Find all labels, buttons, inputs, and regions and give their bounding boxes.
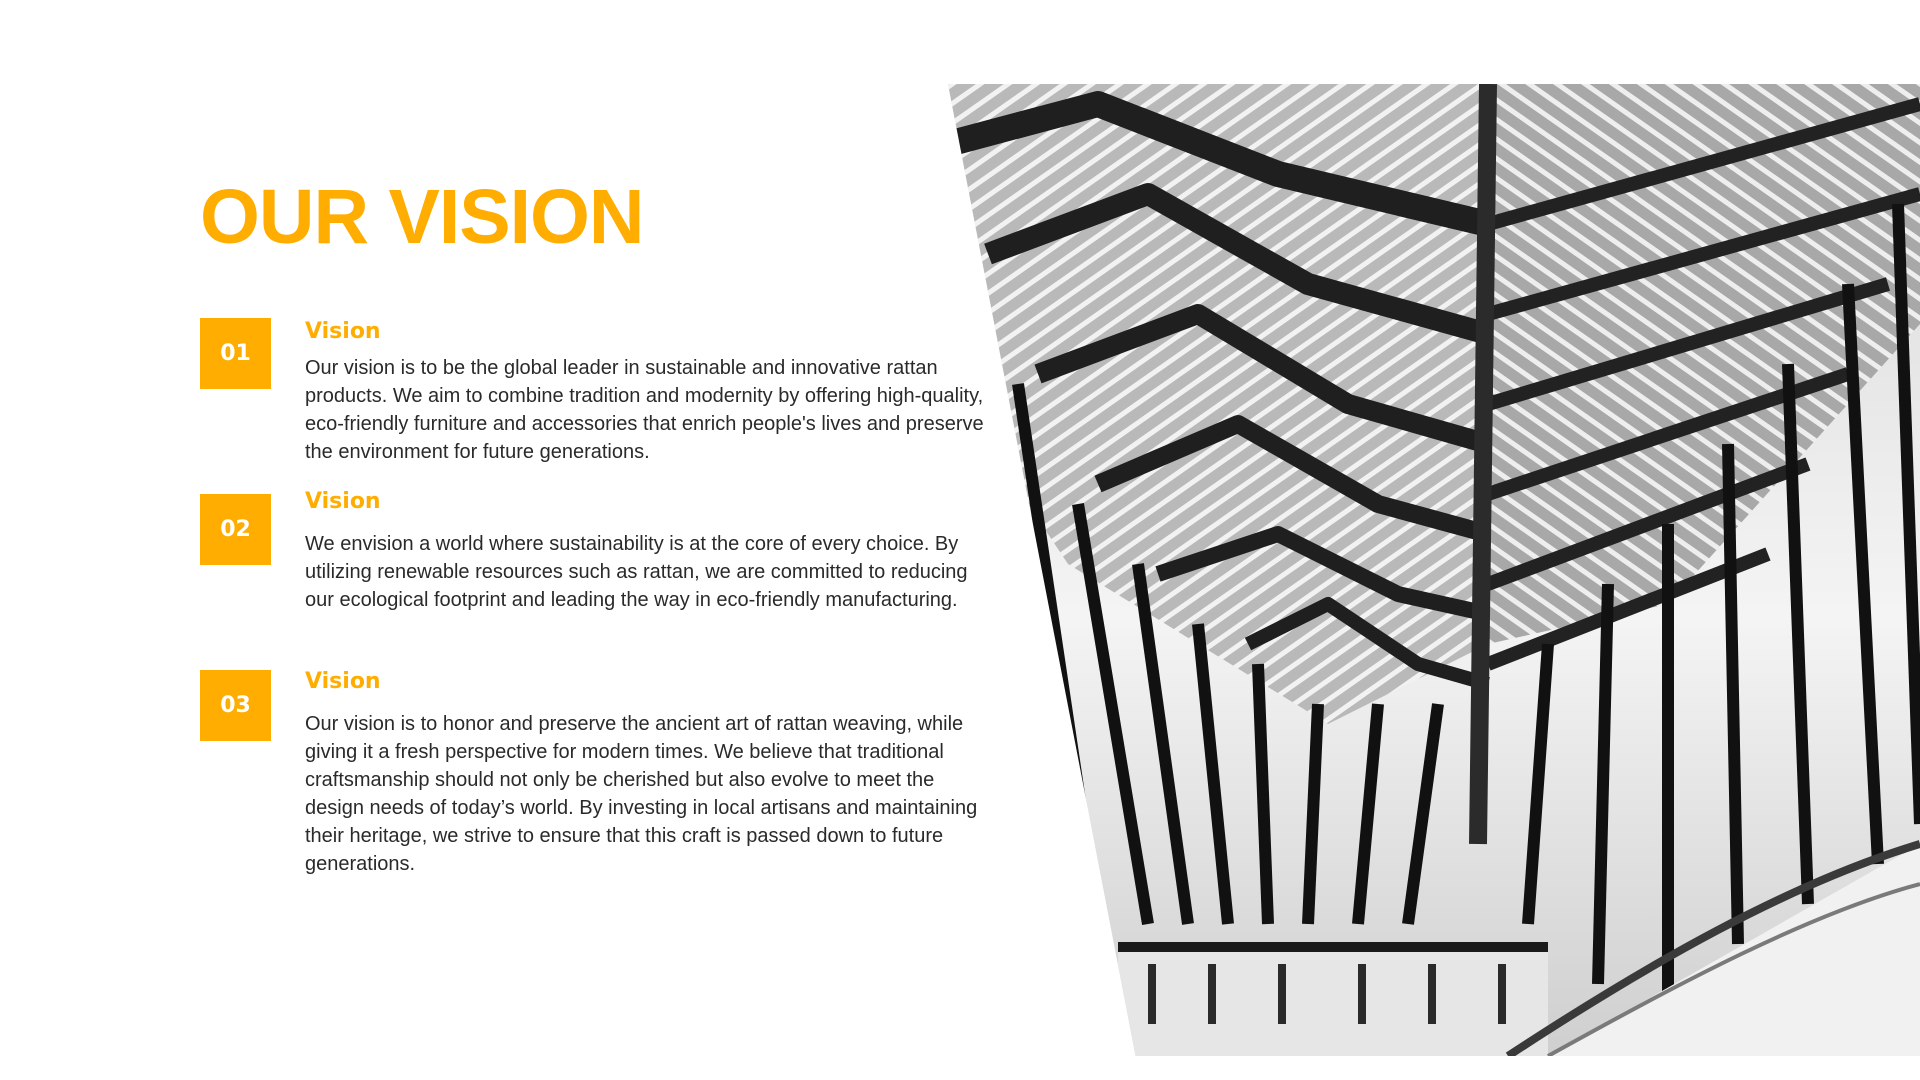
number-badge: 03 [200, 670, 271, 741]
item-heading: Vision [305, 319, 381, 344]
item-heading: Vision [305, 669, 381, 694]
photo-illustration [948, 84, 1920, 1056]
item-body: We envision a world where sustainability is at the core of every choice. By utilizing renewable resources such as rattan, we are committed to reducing our ecological footprint and leading the way in eco-friendly manufacturing. [305, 533, 968, 611]
architecture-photo [948, 84, 1920, 1056]
item-body: Our vision is to be the global leader in sustainable and innovative rattan products. We aim to combine tradition and modernity by offering high-quality, eco-friendly furniture and accessories that enrich people's lives and preserve the environment for future generations. [305, 357, 984, 463]
number-badge: 01 [200, 318, 271, 389]
item-body: Our vision is to honor and preserve the ancient art of rattan weaving, while giving it a fresh perspective for modern times. We believe that traditional craftsmanship should not only be cherished but also evolve to meet the design needs of today’s world. By investing in local artisans and maintaining their heritage, we strive to ensure that this craft is passed down to future generations. [305, 713, 978, 875]
page-title: OUR VISION [200, 174, 644, 260]
item-heading: Vision [305, 489, 381, 514]
number-badge: 02 [200, 494, 271, 565]
